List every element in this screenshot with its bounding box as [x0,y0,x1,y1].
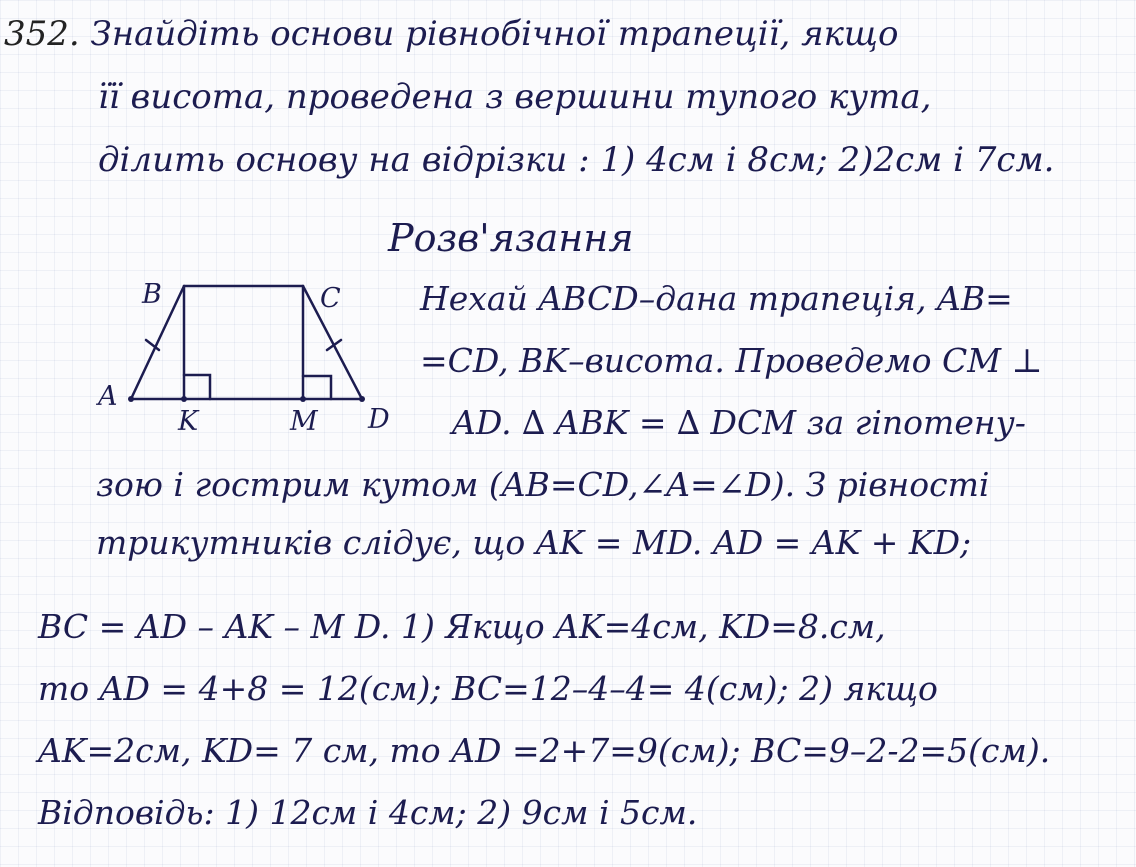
solution-line-8: AK=2см, KD= 7 см, то AD =2+7=9(см); BC=9–2-2=5(см). [38,731,1051,770]
right-angle-mark-k [184,375,210,399]
point-m [300,396,306,402]
label-c: C [320,283,341,314]
problem-number: 352. [4,14,80,54]
solution-line-4: зою і гострим кутом (AB=CD,∠A=∠D). З рівності [96,465,990,504]
label-b: B [142,279,162,310]
label-a: A [98,381,118,412]
point-k [181,396,187,402]
solution-line-5: трикутників слідує, що AK = MD. AD = AK + KD; [96,523,972,562]
solution-heading: Розв'язання [388,216,634,260]
solution-line-2: =CD, BK–висота. Проведемо CM ⊥ [420,341,1043,380]
solution-line-1: Нехай ABCD–дана трапеція, AB= [420,279,1013,318]
label-m: M [290,406,318,437]
tick-mark-cd [327,340,341,350]
right-angle-mark-m [303,376,331,399]
point-d [359,396,365,402]
label-k: K [178,406,199,437]
label-d: D [368,404,390,435]
solution-line-3: AD. ∆ ABK = ∆ DCM за гіпотену- [452,403,1026,442]
solution-line-7: то AD = 4+8 = 12(см); BC=12–4–4= 4(см); 2) якщо [38,669,938,708]
problem-line-1-text: Знайдіть основи рівнобічної трапеції, якщо [90,14,899,54]
solution-line-6: BC = AD – AK – M D. 1) Якщо AK=4см, KD=8.см, [38,607,886,646]
point-a [128,396,134,402]
answer-line: Відповідь: 1) 12см і 4см; 2) 9см і 5см. [38,793,698,832]
problem-line-3: ділить основу на відрізки : 1) 4см і 8см; 2)2см і 7см. [98,140,1055,180]
problem-line-2: її висота, проведена з вершини тупого кута, [98,77,932,117]
